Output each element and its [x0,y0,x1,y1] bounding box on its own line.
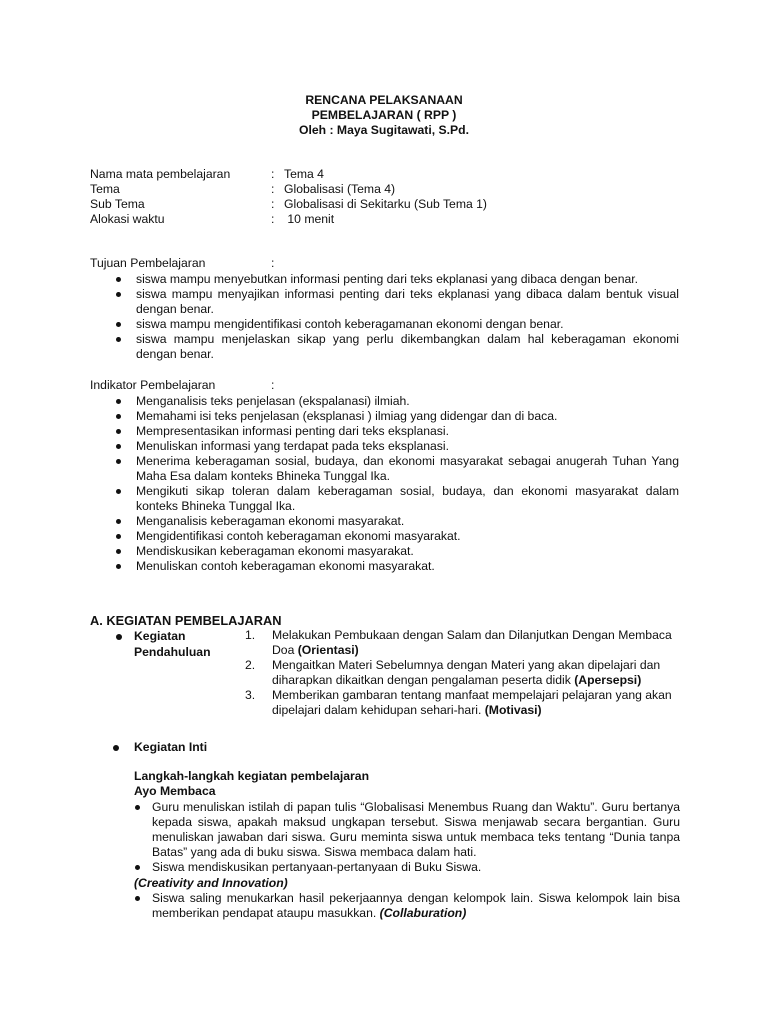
list-item: Menuliskan informasi yang terdapat pada teks eksplanasi. [113,439,679,454]
step-number: 1. [245,628,256,642]
collaboration-tag: (Collaburation) [379,906,467,920]
identity-value: Globalisasi di Sekitarku (Sub Tema 1) [284,197,487,211]
list-item: siswa mampu menyajikan informasi penting dari teks ekplanasi yang dibaca dalam bentuk visual dengan benar. [113,287,679,317]
langkah-heading: Langkah-langkah kegiatan pembelajaran [134,769,370,783]
step-text: Memberikan gambaran tentang manfaat mempelajari pelajaran yang akan dipelajari dalam kehidupan sehari-hari. [272,688,672,717]
inti-label: Kegiatan Inti [134,740,208,754]
ayo-membaca-heading: Ayo Membaca [134,784,216,798]
identity-colon: : [271,167,275,181]
list-item: Menerima keberagaman sosial, budaya, dan ekonomi masyarakat sebagai anugerah Tuhan Yang Maha Esa dalam konteks Bhineka Tunggal Ika. [113,454,679,484]
list-item [245,688,681,718]
list-item: siswa mampu menjelaskan sikap yang perlu dikembangkan dalam hal keberagaman ekonomi dengan benar. [113,332,679,362]
bullet-dot [113,745,119,751]
identity-label: Nama mata pembelajaran [90,167,231,181]
pendahuluan-label-line2: Pendahuluan [134,645,211,659]
list-item [245,628,681,658]
tujuan-label: Tujuan Pembelajaran [90,256,206,270]
bullet-dot [116,634,122,640]
doc-title-line1: RENCANA PELAKSANAAN [305,93,463,107]
step-text: Melakukan Pembukaan dengan Salam dan Dilanjutkan Dengan Membaca Doa [272,628,672,657]
identity-colon: : [271,197,275,211]
list-item: Mempresentasikan informasi penting dari teks eksplanasi. [113,424,679,439]
list-item: Guru menuliskan istilah di papan tulis “Globalisasi Menembus Ruang dan Waktu”. Guru bertanya kepada siswa, apakah maksud ungkapan tersebut. Siswa menjawab secara bergantian. Guru menuliskan jawaban dari siswa. Guru meminta siswa untuk membaca teks tentang “Dunia tanpa Batas” yang ada di buku siswa. Siswa membaca dalam hati. [134,800,680,860]
list-item: Siswa mendiskusikan pertanyaan-pertanyaan di Buku Siswa. [134,860,680,875]
step-number: 3. [245,688,256,702]
identity-label: Sub Tema [90,197,145,211]
item-text: Siswa saling menukarkan hasil pekerjaannya dengan kelompok lain. Siswa kelompok lain bisa memberikan pendapat ataupu masukkan. [152,891,680,920]
step-tag: (Apersepsi) [574,673,642,687]
indikator-label: Indikator Pembelajaran [90,378,216,392]
section-heading: A. KEGIATAN PEMBELAJARAN [90,613,282,628]
step-number: 2. [245,658,256,672]
list-item [245,658,681,688]
list-item: Menuliskan contoh keberagaman ekonomi masyarakat. [113,559,679,574]
list-item: Mendiskusikan keberagaman ekonomi masyarakat. [113,544,679,559]
pendahuluan-steps [245,628,681,718]
creativity-tag: (Creativity and Innovation) [134,876,288,890]
identity-value: Tema 4 [284,167,324,181]
identity-colon: : [271,212,275,226]
identity-label: Tema [90,182,120,196]
identity-value: 10 menit [284,212,335,226]
list-item: Memahami isi teks penjelasan (eksplanasi ) ilmiag yang didengar dan di baca. [113,409,679,424]
list-item: Menganalisis teks penjelasan (ekspalanasi) ilmiah. [113,394,679,409]
inti-list-2 [134,891,680,921]
step-tag: (Orientasi) [297,643,359,657]
list-item: Mengidentifikasi contoh keberagaman ekonomi masyarakat. [113,529,679,544]
tujuan-colon: : [271,256,275,270]
pendahuluan-label-line1: Kegiatan [134,629,186,643]
identity-colon: : [271,182,275,196]
doc-title-line2: PEMBELAJARAN ( RPP ) [311,108,457,122]
list-item: Mengikuti sikap toleran dalam keberagaman sosial, budaya, dan ekonomi masyarakat dalam konteks Bhineka Tunggal Ika. [113,484,679,514]
step-tag: (Motivasi) [484,703,542,717]
step-text: Mengaitkan Materi Sebelumnya dengan Materi yang akan dipelajari dan diharapkan dikaitkan dengan pengalaman peserta didik [272,658,661,687]
indikator-list [113,394,679,574]
list-item [134,891,680,921]
list-item: siswa mampu menyebutkan informasi penting dari teks ekplanasi yang dibaca dengan benar. [113,272,679,287]
identity-label: Alokasi waktu [90,212,165,226]
indikator-colon: : [271,378,275,392]
inti-list [134,800,680,875]
identity-value: Globalisasi (Tema 4) [284,182,396,196]
list-item: siswa mampu mengidentifikasi contoh keberagamanan ekonomi dengan benar. [113,317,679,332]
list-item: Menganalisis keberagaman ekonomi masyarakat. [113,514,679,529]
tujuan-list [113,272,679,362]
doc-author: Oleh : Maya Sugitawati, S.Pd. [299,123,469,137]
